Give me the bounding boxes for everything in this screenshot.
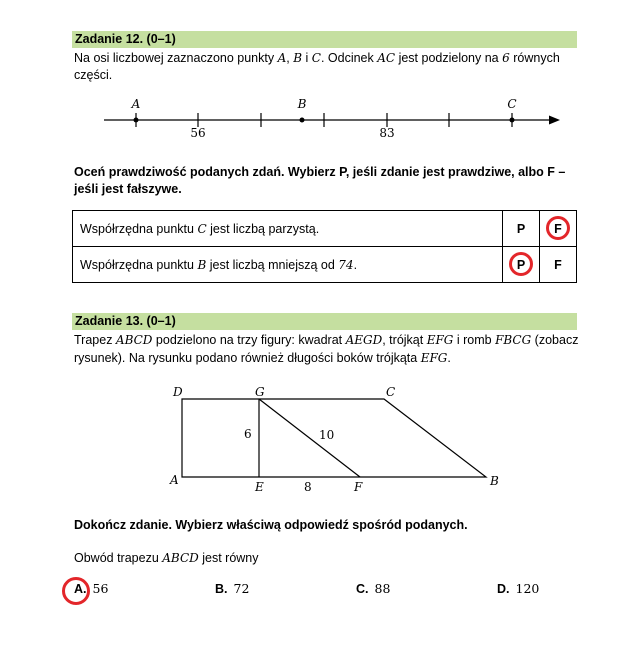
statement-text: Współrzędna punktu C jest liczbą parzystą. <box>73 211 503 247</box>
task12-instruction-line1: Oceń prawdziwość podanych zdań. Wybierz P, jeśli zdanie jest prawdziwe, albo F – <box>74 165 566 179</box>
task12-intro: Na osi liczbowej zaznaczono punkty A, B i C. Odcinek AC jest podzielony na 6 równych <box>74 51 560 65</box>
task12-intro-line2: części. <box>74 68 113 82</box>
axis-label-a: A <box>131 97 141 111</box>
axis-tick-83: 83 <box>379 126 395 140</box>
option-f[interactable]: F <box>540 247 577 283</box>
selected-circle-mark <box>509 252 533 276</box>
length-ef: 8 <box>304 480 312 494</box>
option-p[interactable]: P <box>503 211 540 247</box>
vertex-a: A <box>170 473 179 487</box>
statement-row <box>73 211 577 247</box>
selected-answer-circle-mark <box>62 577 90 605</box>
task13-question: Obwód trapezu ABCD jest równy <box>74 551 259 565</box>
option-p[interactable]: P <box>503 247 540 283</box>
vertex-b: B <box>490 474 499 488</box>
length-ge: 6 <box>244 427 252 441</box>
axis-label-c: C <box>507 97 517 111</box>
axis-arrow <box>549 116 560 125</box>
task13-header: Zadanie 13. (0–1) <box>72 313 577 330</box>
vertex-c: C <box>386 385 396 399</box>
true-false-table <box>72 210 577 283</box>
length-gf: 10 <box>319 428 335 442</box>
trapezoid-figure <box>0 378 641 508</box>
answer-option-c[interactable]: C. 88 <box>356 581 391 596</box>
vertex-g: G <box>255 385 265 399</box>
segment-gf <box>259 399 360 477</box>
statement-text: Współrzędna punktu B jest liczbą mniejszą od 74. <box>73 247 503 283</box>
vertex-d: D <box>173 385 183 399</box>
task13-intro-line2: rysunek). Na rysunku podano również długości boków trójkąta EFG. <box>74 351 451 365</box>
answer-option-d[interactable]: D. 120 <box>497 581 540 596</box>
answer-option-a[interactable]: A. 56 <box>74 581 109 596</box>
vertex-f: F <box>354 480 363 494</box>
point-c-dot <box>510 118 515 123</box>
task13-instruction: Dokończ zdanie. Wybierz właściwą odpowiedź spośród podanych. <box>74 518 468 532</box>
option-f[interactable]: F <box>540 211 577 247</box>
axis-label-b: B <box>297 97 307 111</box>
point-b-dot <box>300 118 305 123</box>
task13-intro: Trapez ABCD podzielono na trzy figury: kwadrat AEGD, trójkąt EFG i romb FBCG (zobacz <box>74 333 579 347</box>
vertex-e: E <box>255 480 264 494</box>
statement-row <box>73 247 577 283</box>
axis-tick-56: 56 <box>190 126 206 140</box>
selected-circle-mark <box>546 216 570 240</box>
task12-header: Zadanie 12. (0–1) <box>72 31 577 48</box>
answer-option-b[interactable]: B. 72 <box>215 581 250 596</box>
task12-instruction-line2: jeśli jest fałszywe. <box>74 182 182 196</box>
point-a-dot <box>134 118 139 123</box>
